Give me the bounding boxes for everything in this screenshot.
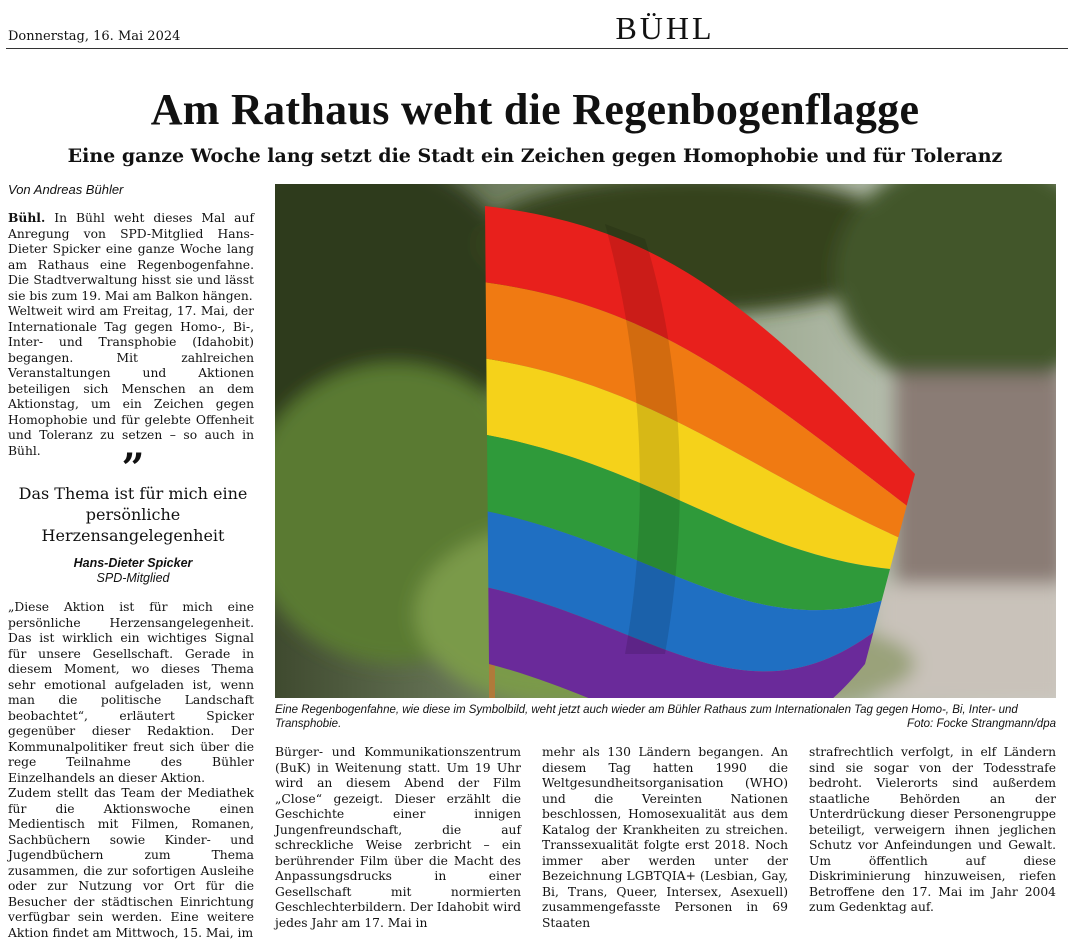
article-column-4 xyxy=(809,745,1056,916)
article-column-1-bottom xyxy=(8,600,254,941)
pull-quote-text: Das Thema ist für mich eine persönliche Herzensangelegenheit xyxy=(18,484,248,545)
quote-author-role: SPD-Mitglied xyxy=(96,571,170,585)
byline: Von Andreas Bühler xyxy=(8,182,124,197)
column-4-text: strafrechtlich verfolgt, in elf Ländern sind sie sogar von der Todesstrafe bedroht. Vielerorts sind außerdem staatliche Behörden an der Unterdrückung dieser Personengruppe beteiligt, verweigern ihnen jeglichen Schutz vor Anfeindungen und Gewalt. Um öffentlich auf diese Diskriminierung hinzuweisen, riefen Betroffene den 17. Mai im Jahr 2004 zum Gedenktag auf. xyxy=(809,745,1056,914)
publication-date: Donnerstag, 16. Mai 2024 xyxy=(8,29,181,44)
section-title: BÜHL xyxy=(615,10,715,46)
paragraph-4: Zudem stellt das Team der Mediathek für die Aktionswoche einen Medientisch mit Filmen, Romanen, Sachbüchern sowie Kinder- und Jugendbüchern zum Thema zusammen, die zur sofortigen Ausleihe oder zur Nutzung vor Ort für die Besucher der städtischen Einrichtung verfügbar sein werden. Eine weitere Aktion findet am Mittwoch, 15. Mai, im xyxy=(8,786,254,940)
paragraph-1 xyxy=(8,210,254,304)
paragraph-2: Weltweit wird am Freitag, 17. Mai, der Internationale Tag gegen Homo-, Bi-, Inter- und Transphobie (Idahobit) begangen. Mit zahlreichen Veranstaltungen und Aktionen beteiligen sich Menschen an dem Aktionstag, um ein Zeichen gegen Homophobie und für gelebte Offenheit und Toleranz zu setzen – so auch in Bühl. xyxy=(8,304,254,458)
column-2-text: Bürger- und Kommunikationszentrum (BuK) in Weitenung statt. Um 19 Uhr wird an diesem Abend der Film „Close“ gezeigt. Dieser erzählt die Geschichte einer innigen Jungenfreundschaft, die auf schreckliche Weise zerbricht – ein berührender Film über die Macht des Anpassungsdrucks in einer Gesellschaft mit normierten Geschlechterbildern. Der Idahobit wird jedes Jahr am 17. Mai in xyxy=(275,745,522,930)
article-column-3 xyxy=(542,745,788,931)
paragraph-3: „Diese Aktion ist für mich eine persönliche Herzensangelegenheit. Das ist wirklich ein wichtiges Signal für unsere Gesellschaft. Gerade in diesem Moment, wo dieses Thema sehr emotional aufgeladen ist, wenn man die politische Landschaft beobachtet“, erläutert Spicker gegenüber dieser Redaktion. Der Kommunalpolitiker freut sich über die rege Teilnahme des Bühler Einzelhandels an dieser Aktion. xyxy=(8,600,254,785)
column-3-text: mehr als 130 Ländern begangen. An diesem Tag hatten 1990 die Weltgesundheitsorganisation (WHO) und die Vereinten Nationen beschlossen, Homosexualität aus dem Katalog der Krankheiten zu streichen. Transsexualität folgte erst 2018. Noch immer aber werden unter der Bezeichnung LGBTQIA+ (Lesbian, Gay, Bi, Trans, Queer, Intersex, Asexuell) zusammengefasste Personen in 69 Staaten xyxy=(542,745,788,930)
article-column-2 xyxy=(275,745,521,931)
rainbow-flag-photo xyxy=(275,184,1056,698)
header-divider xyxy=(6,48,1068,49)
article-headline: Am Rathaus weht die Regenbogenflagge xyxy=(150,85,920,134)
flag-illustration xyxy=(275,184,1056,698)
quote-author: Hans-Dieter Spicker xyxy=(73,556,193,570)
article-column-1-top xyxy=(8,210,254,459)
photo-credit: Foto: Focke Strangmann/dpa xyxy=(907,718,1056,730)
article-subheadline: Eine ganze Woche lang setzt die Stadt ein Zeichen gegen Homophobie und für Toleranz xyxy=(67,145,1003,167)
photo-caption xyxy=(275,703,1056,731)
caption-text: Eine Regenbogenfahne, wie diese im Symbolbild, weht jetzt auch wieder am Bühler Rathaus zum Internationalen Tag gegen Homo-, Bi, Inter- und Transphobie. xyxy=(275,704,1018,730)
paragraph-1-text: In Bühl weht dieses Mal auf Anregung von SPD-Mitglied Hans-Dieter Spicker eine ganze Woche lang am Rathaus eine Regenbogenfahne. Die Stadtverwaltung hisst sie und lässt sie bis zum 19. Mai am Balkon hängen. xyxy=(8,211,254,303)
dateline: Bühl. xyxy=(8,210,46,225)
quote-mark-icon: ” xyxy=(121,445,145,492)
